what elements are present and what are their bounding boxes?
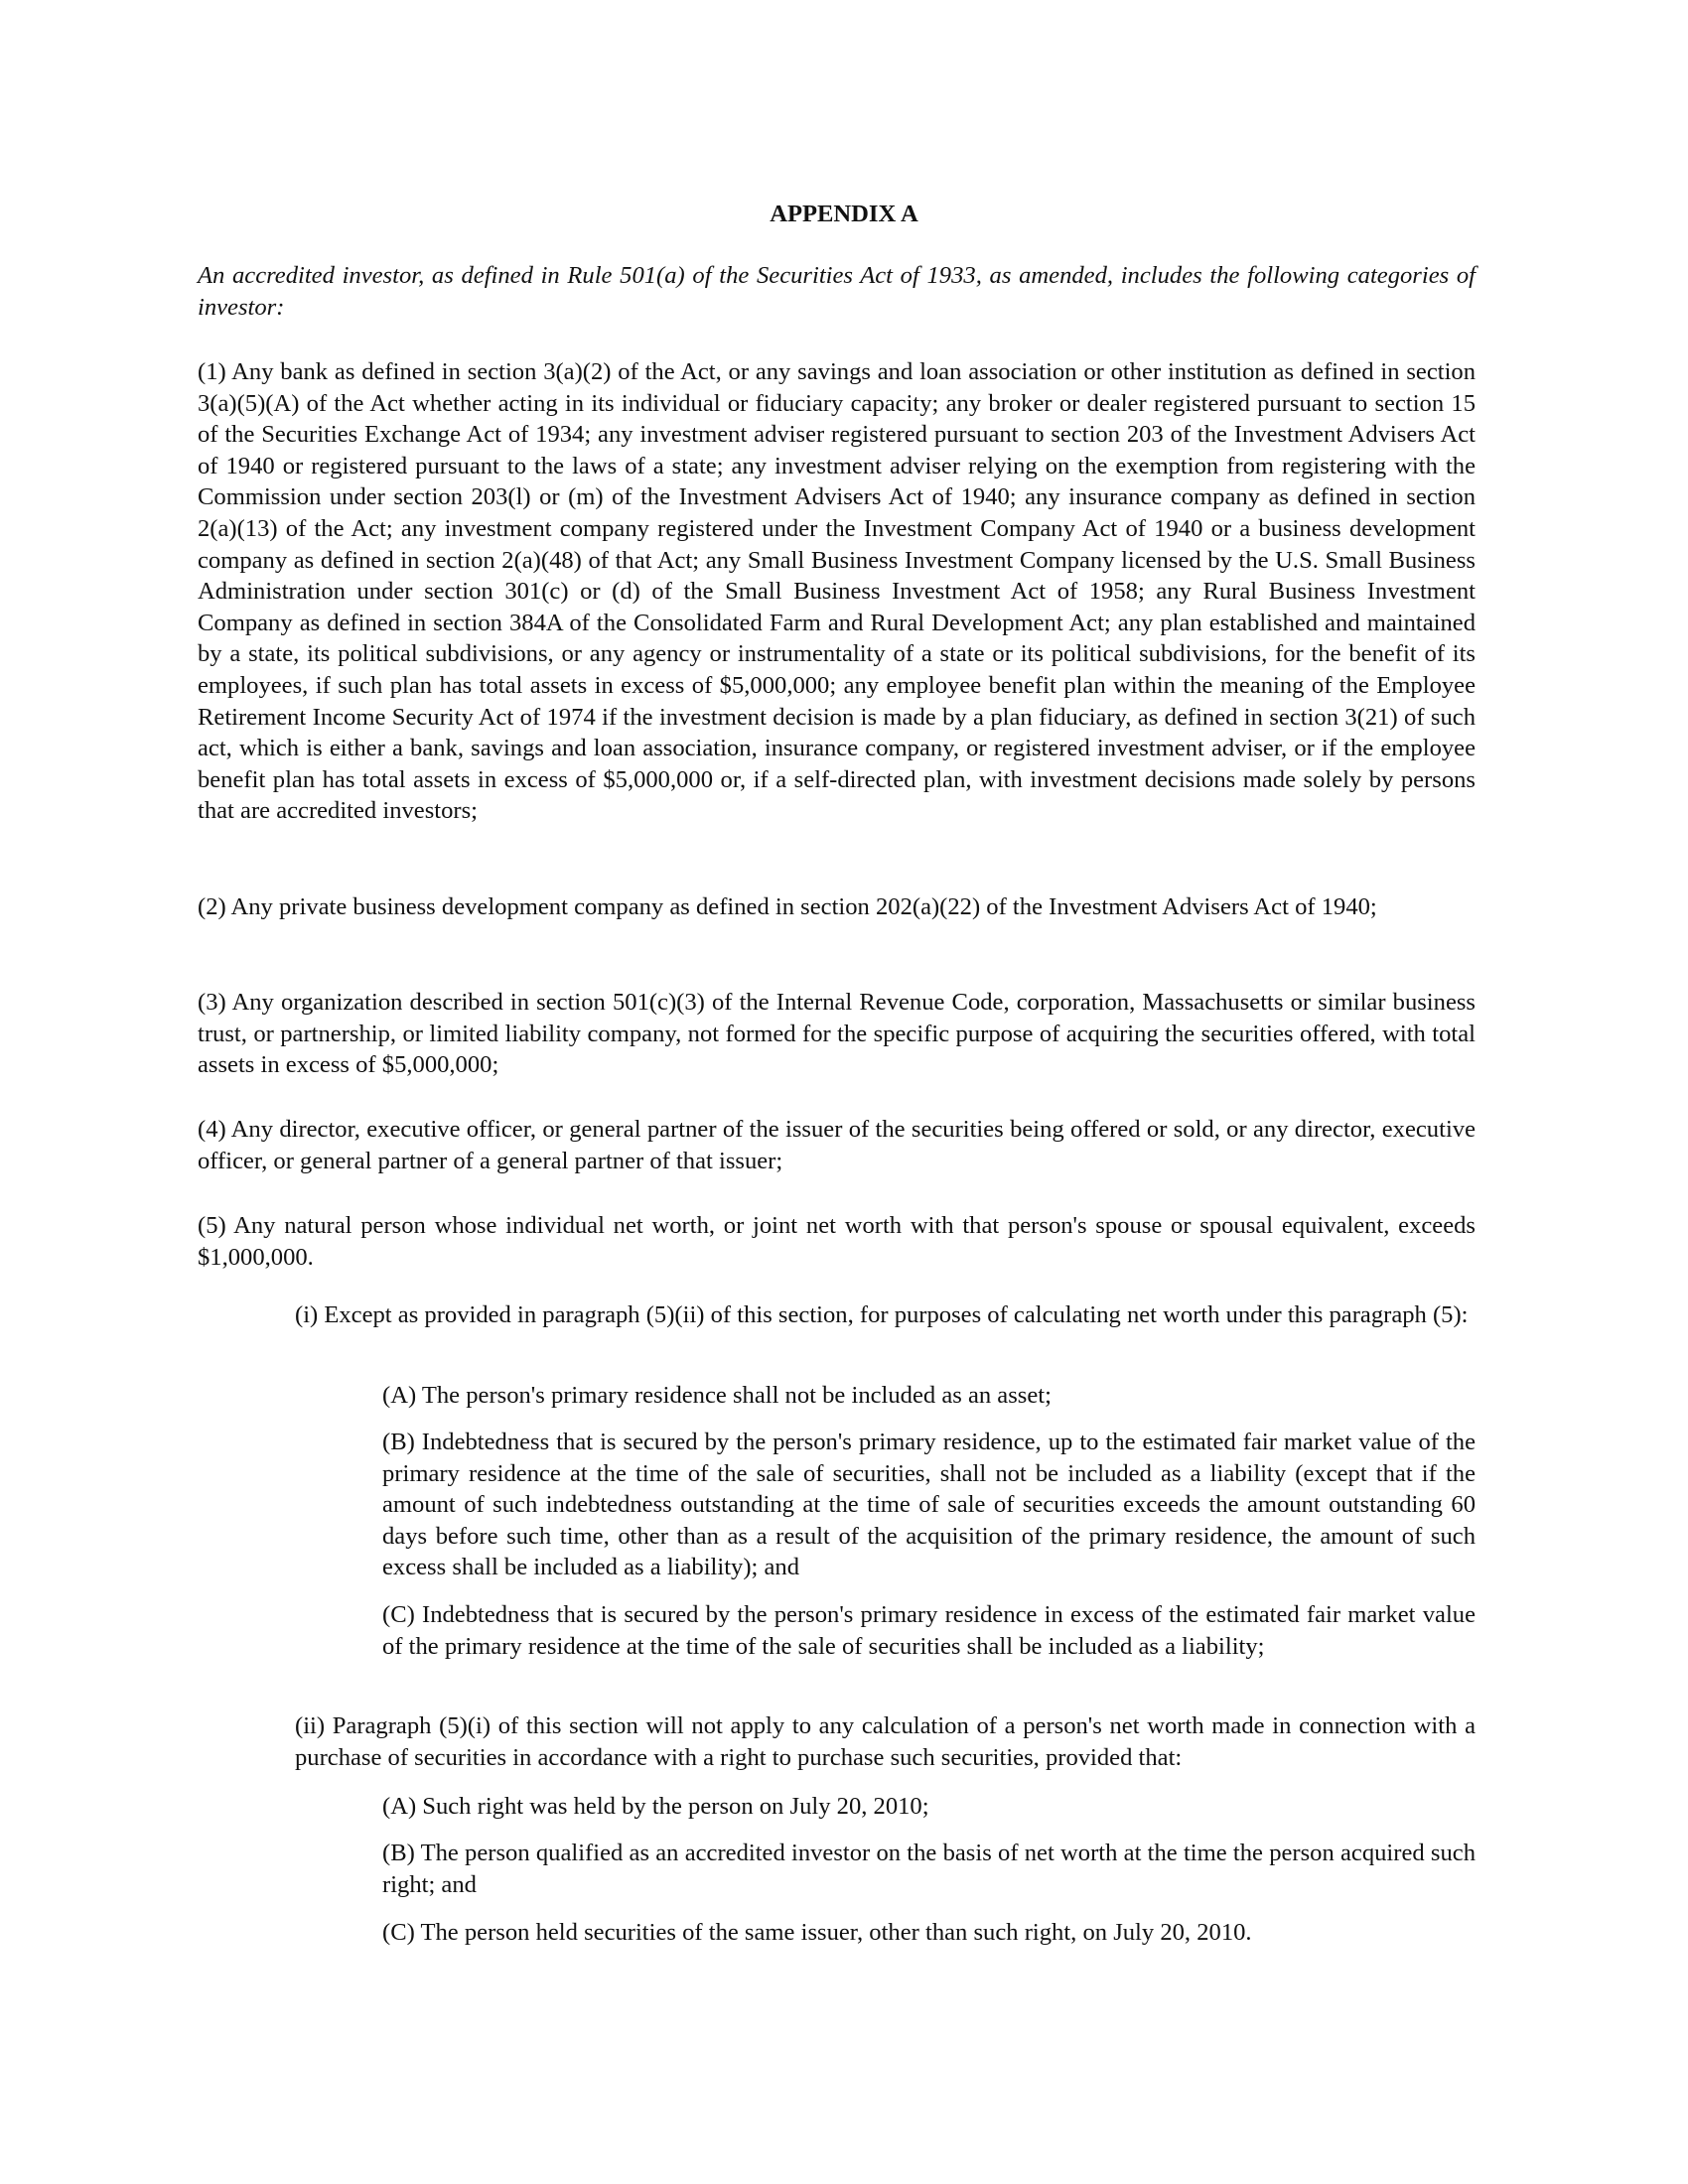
paragraph-5-i-c: (C) Indebtedness that is secured by the person's primary residence in excess of the estimated fair market value of the primary residence at the time of the sale of securities shall be included as a liability; xyxy=(382,1601,1476,1660)
paragraph-5-i-b: (B) Indebtedness that is secured by the person's primary residence, up to the estimated fair market value of the primary residence at the time of the sale of securities, shall not be included as a liability (except that if the amount of such indebtedness outstanding at the time of sale of securities exceeds the amount outstanding 60 days before such time, other than as a result of the acquisition of the primary residence, the amount of such excess shall be included as a liability); and xyxy=(382,1429,1476,1581)
paragraph-5: (5) Any natural person whose individual net worth, or joint net worth with that person's spouse or spousal equivalent, exceeds $1,000,000. xyxy=(198,1212,1476,1271)
page-title: APPENDIX A xyxy=(770,201,918,227)
paragraph-5-ii-c: (C) The person held securities of the same issuer, other than such right, on July 20, 2010. xyxy=(382,1919,1252,1946)
intro-paragraph: An accredited investor, as defined in Rule 501(a) of the Securities Act of 1933, as amended, includes the following categories of investor: xyxy=(198,262,1476,321)
paragraph-2: (2) Any private business development company as defined in section 202(a)(22) of the Investment Advisers Act of 1940; xyxy=(198,893,1377,920)
paragraph-5-ii-a: (A) Such right was held by the person on July 20, 2010; xyxy=(382,1793,929,1820)
paragraph-5-ii: (ii) Paragraph (5)(i) of this section will not apply to any calculation of a person's net worth made in connection with a purchase of securities in accordance with a right to purchase such securities, provided that: xyxy=(295,1712,1476,1771)
paragraph-5-i-a: (A) The person's primary residence shall not be included as an asset; xyxy=(382,1382,1052,1409)
paragraph-5-i: (i) Except as provided in paragraph (5)(ii) of this section, for purposes of calculating net worth under this paragraph (5): xyxy=(295,1301,1469,1328)
paragraph-1: (1) Any bank as defined in section 3(a)(2) of the Act, or any savings and loan association or other institution as defined in section 3(a)(5)(A) of the Act whether acting in its individual or fiduciary capacity; any broker or dealer registered pursuant to section 15 of the Securities Exchange Act of 1934; any investment adviser registered pursuant to section 203 of the Investment Advisers Act of 1940 or registered pursuant to the laws of a state; any investment adviser relying on the exemption from registering with the Commission under section 203(l) or (m) of the Investment Advisers Act of 1940; any insurance company as defined in section 2(a)(13) of the Act; any investment company registered under the Investment Company Act of 1940 or a business development company as defined in section 2(a)(48) of that Act; any Small Business Investment Company licensed by the U.S. Small Business Administration under section 301(c) or (d) of the Small Business Investment Act of 1958; any Rural Business Investment Company as defined in section 384A of the Consolidated Farm and Rural Development Act; any plan established and maintained by a state, its political subdivisions, or any agency or instrumentality of a state or its political subdivisions, for the benefit of its employees, if such plan has total assets in excess of $5,000,000; any employee benefit plan within the meaning of the Employee Retirement Income Security Act of 1974 if the investment decision is made by a plan fiduciary, as defined in section 3(21) of such act, which is either a bank, savings and loan association, insurance company, or registered investment adviser, or if the employee benefit plan has total assets in excess of $5,000,000 or, if a self-directed plan, with investment decisions made solely by persons that are accredited investors; xyxy=(198,358,1476,825)
paragraph-3: (3) Any organization described in section 501(c)(3) of the Internal Revenue Code, corporation, Massachusetts or similar business trust, or partnership, or limited liability company, not formed for the specific purpose of acquiring the securities offered, with total assets in excess of $5,000,000; xyxy=(198,989,1476,1079)
paragraph-5-ii-b: (B) The person qualified as an accredited investor on the basis of net worth at the time the person acquired such right; and xyxy=(382,1840,1476,1898)
paragraph-4: (4) Any director, executive officer, or general partner of the issuer of the securities being offered or sold, or any director, executive officer, or general partner of a general partner of that issuer; xyxy=(198,1116,1476,1174)
